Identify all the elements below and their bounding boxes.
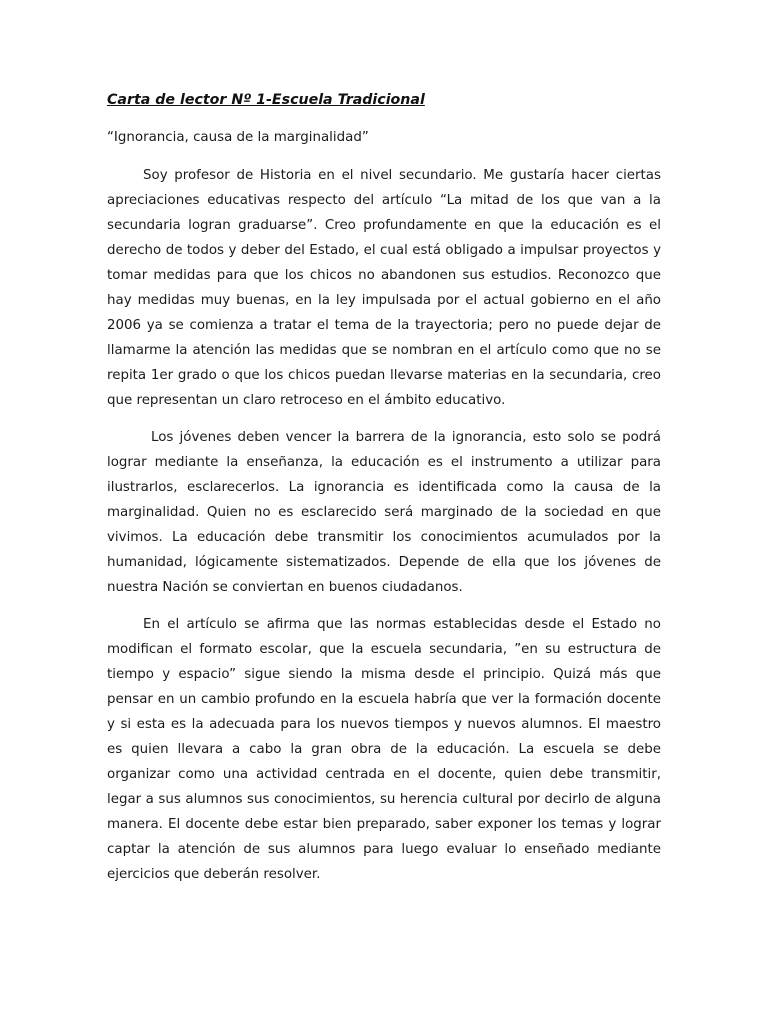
document-title: Carta de lector Nº 1-Escuela Tradicional [107,92,425,108]
document-body [107,88,661,899]
document-subtitle: “Ignorancia, causa de la marginalidad” [107,130,369,145]
paragraph-2: Los jóvenes deben vencer la barrera de la ignorancia, esto solo se podrá lograr mediante la enseñanza, la educación es el instrumento a utilizar para ilustrarlos, esclarecerlos. La ignorancia es identificada como la causa de la marginalidad. Quien no es esclarecido será marginado de la sociedad en que vivimos. La educación debe transmitir los conocimientos acumulados por la humanidad, lógicamente sistematizados. Depende de ella que los jóvenes de nuestra Nación se conviertan en buenos ciudadanos. [107,430,661,595]
paragraph-3: En el artículo se afirma que las normas establecidas desde el Estado no modifican el formato escolar, que la escuela secundaria, ”en su estructura de tiempo y espacio” sigue siendo la misma desde el principio. Quizá más que pensar en un cambio profundo en la escuela habría que ver la formación docente y si esta es la adecuada para los nuevos tiempos y nuevos alumnos. El maestro es quien llevara a cabo la gran obra de la educación. La escuela se debe organizar como una actividad centrada en el docente, quien debe transmitir, legar a sus alumnos sus conocimientos, su herencia cultural por decirlo de alguna manera. El docente debe estar bien preparado, saber exponer los temas y lograr captar la atención de sus alumnos para luego evaluar lo enseñado mediante ejercicios que deberán resolver. [107,617,661,882]
paragraph-1: Soy profesor de Historia en el nivel secundario. Me gustaría hacer ciertas apreciaciones educativas respecto del artículo “La mitad de los que van a la secundaria logran graduarse”. Creo profundamente en que la educación es el derecho de todos y deber del Estado, el cual está obligado a impulsar proyectos y tomar medidas para que los chicos no abandonen sus estudios. Reconozco que hay medidas muy buenas, en la ley impulsada por el actual gobierno en el año 2006 ya se comienza a tratar el tema de la trayectoria; pero no puede dejar de llamarme la atención las medidas que se nombran en el artículo como que no se repita 1er grado o que los chicos puedan llevarse materias en la secundaria, creo que representan un claro retroceso en el ámbito educativo. [107,168,661,408]
